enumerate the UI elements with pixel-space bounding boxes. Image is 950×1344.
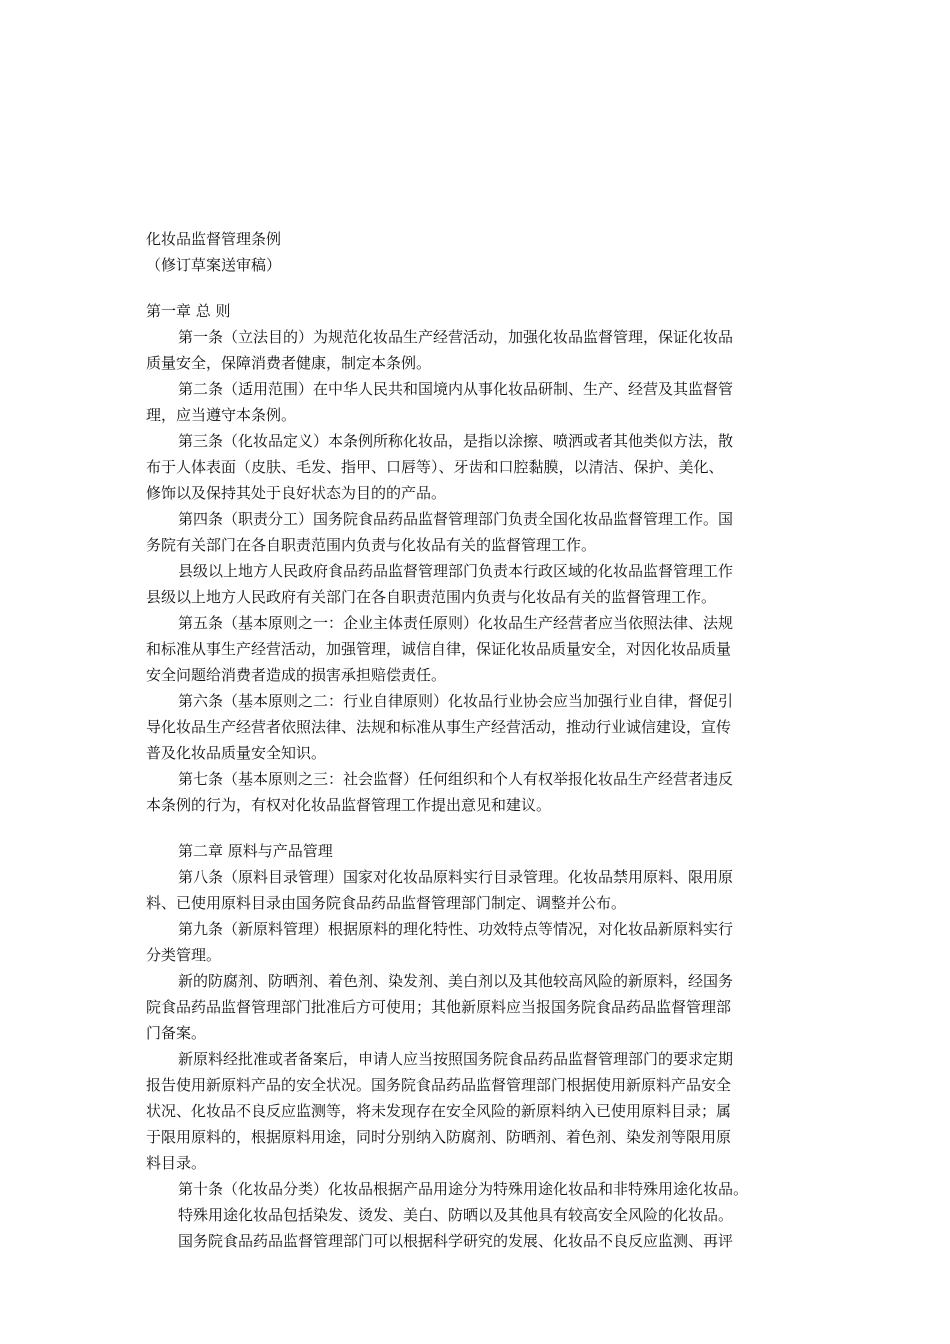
text-line: 修饰以及保持其处于良好状态为目的的产品。	[146, 484, 447, 502]
chapter-heading: 第二章 原料与产品管理	[178, 842, 333, 860]
text-line: 第八条（原料目录管理）国家对化妆品原料实行目录管理。化妆品禁用原料、限用原	[178, 868, 734, 886]
text-line: 安全问题给消费者造成的损害承担赔偿责任。	[146, 666, 447, 684]
text-line: 于限用原料的，根据原料用途，同时分别纳入防腐剂、防晒剂、着色剂、染发剂等限用原	[146, 1128, 732, 1146]
text-line: 第十条（化妆品分类）化妆品根据产品用途分为特殊用途化妆品和非特殊用途化妆品。	[178, 1180, 749, 1198]
text-line: 第一条（立法目的）为规范化妆品生产经营活动，加强化妆品监督管理，保证化妆品	[178, 328, 734, 346]
chapter-heading: 第一章 总 则	[146, 302, 231, 320]
text-line: 务院有关部门在各自职责范围内负责与化妆品有关的监督管理工作。	[146, 536, 597, 554]
text-line: 第七条（基本原则之三：社会监督）任何组织和个人有权举报化妆品生产经营者违反	[178, 770, 734, 788]
text-line: 特殊用途化妆品包括染发、烫发、美白、防晒以及其他具有较高安全风险的化妆品。	[178, 1206, 734, 1224]
text-line: 第六条（基本原则之二：行业自律原则）化妆品行业协会应当加强行业自律，督促引	[178, 692, 734, 710]
spacer	[146, 278, 810, 298]
text-line: 普及化妆品质量安全知识。	[146, 744, 327, 762]
text-line: 第五条（基本原则之一：企业主体责任原则）化妆品生产经营者应当依照法律、法规	[178, 614, 734, 632]
text-line: 县级以上地方人民政府食品药品监督管理部门负责本行政区域的化妆品监督管理工作	[178, 562, 734, 580]
text-line: 第二条（适用范围）在中华人民共和国境内从事化妆品研制、生产、经营及其监督管	[178, 380, 734, 398]
text-line: 料、已使用原料目录由国务院食品药品监督管理部门制定、调整并公布。	[146, 894, 627, 912]
text-line: 门备案。	[146, 1024, 207, 1042]
document-subtitle: （修订草案送审稿）	[146, 256, 282, 274]
spacer	[146, 818, 810, 838]
text-line: 本条例的行为，有权对化妆品监督管理工作提出意见和建议。	[146, 796, 552, 814]
text-line: 和标准从事生产经营活动，加强管理，诚信自律，保证化妆品质量安全，对因化妆品质量	[146, 640, 732, 658]
document-body	[146, 226, 810, 1254]
text-line: 第九条（新原料管理）根据原料的理化特性、功效特点等情况，对化妆品新原料实行	[178, 920, 734, 938]
text-line: 导化妆品生产经营者依照法律、法规和标准从事生产经营活动，推动行业诚信建设，宣传	[146, 718, 732, 736]
text-line: 质量安全，保障消费者健康，制定本条例。	[146, 354, 432, 372]
text-line: 院食品药品监督管理部门批准后方可使用；其他新原料应当报国务院食品药品监督管理部	[146, 998, 732, 1016]
text-line: 布于人体表面（皮肤、毛发、指甲、口唇等）、牙齿和口腔黏膜，以清洁、保护、美化、	[146, 458, 724, 476]
text-line: 国务院食品药品监督管理部门可以根据科学研究的发展、化妆品不良反应监测、再评	[178, 1232, 734, 1250]
text-line: 报告使用新原料产品的安全状况。国务院食品药品监督管理部门根据使用新原料产品安全	[146, 1076, 732, 1094]
text-line: 县级以上地方人民政府有关部门在各自职责范围内负责与化妆品有关的监督管理工作。	[146, 588, 717, 606]
text-line: 第三条（化妆品定义）本条例所称化妆品，是指以涂擦、喷洒或者其他类似方法，散	[178, 432, 734, 450]
text-line: 新原料经批准或者备案后，申请人应当按照国务院食品药品监督管理部门的要求定期	[178, 1050, 734, 1068]
document-title: 化妆品监督管理条例	[146, 230, 282, 248]
text-line: 理，应当遵守本条例。	[146, 406, 297, 424]
text-line: 第四条（职责分工）国务院食品药品监督管理部门负责全国化妆品监督管理工作。国	[178, 510, 734, 528]
text-line: 状况、化妆品不良反应监测等，将未发现存在安全风险的新原料纳入已使用原料目录；属	[146, 1102, 732, 1120]
text-line: 料目录。	[146, 1154, 207, 1172]
text-line: 分类管理。	[146, 946, 222, 964]
text-line: 新的防腐剂、防晒剂、着色剂、染发剂、美白剂以及其他较高风险的新原料，经国务	[178, 972, 734, 990]
